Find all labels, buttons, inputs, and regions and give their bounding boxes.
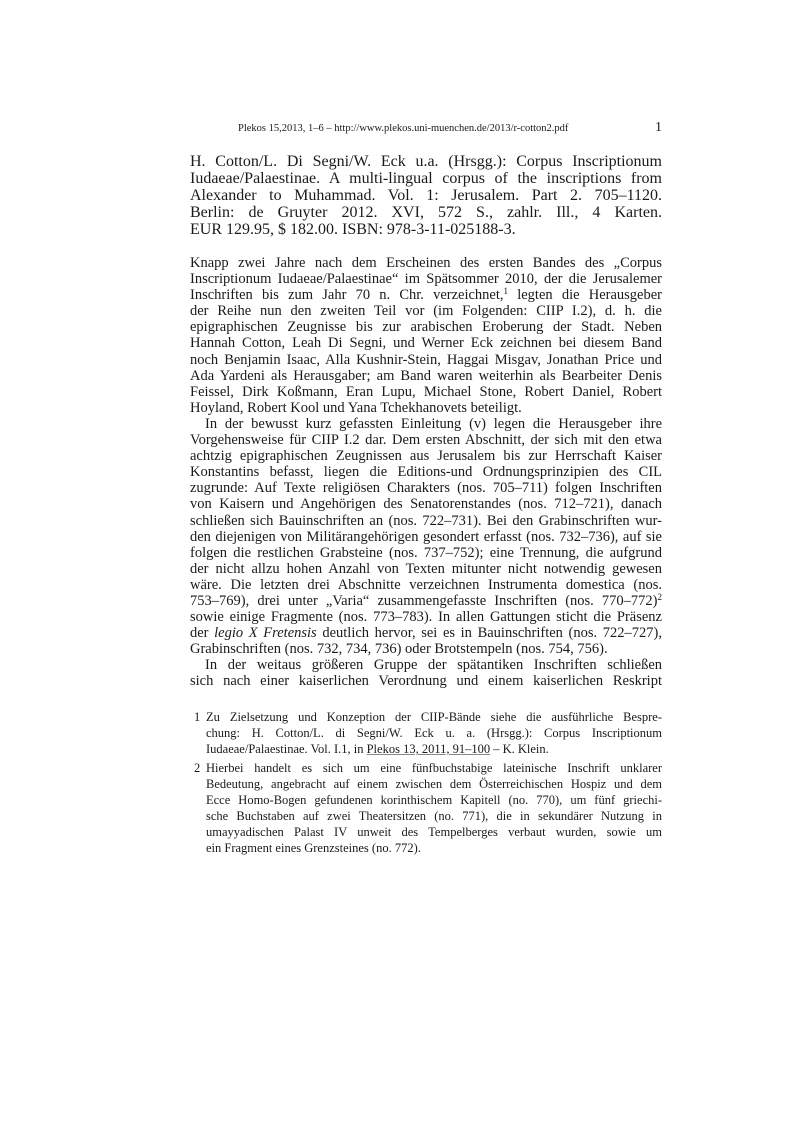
title-line: H. Cotton/L. Di Segni/W. Eck u.a. (Hrsgg.): Corpus Inscriptionum	[190, 153, 662, 170]
text-line	[190, 416, 662, 432]
text-line	[206, 776, 662, 792]
paragraph	[190, 416, 662, 657]
text-run: Ecce Homo-Bogen gefundenen korinthischem Kapitell (no. 770), um fünf griechi-	[206, 793, 662, 807]
text-run: chung: H. Cotton/L. di Segni/W. Eck u. a. (Hrsgg.): Corpus Inscriptionum	[206, 726, 662, 740]
review-body	[190, 255, 662, 690]
text-line	[190, 432, 662, 448]
text-line	[190, 368, 662, 384]
text-line	[206, 840, 662, 856]
footnote-number: 2	[194, 761, 201, 775]
text-line	[190, 448, 662, 464]
text-run: umayyadischen Palast IV unweit des Tempelberges verbaut wurden, sowie um	[206, 825, 662, 839]
text-run: noch Benjamin Isaac, Alla Kushnir-Stein, Haggai Misgav, Jonathan Price und	[190, 351, 662, 368]
paragraph	[190, 255, 662, 416]
text-run: Ada Yardeni als Herausgaber; am Band waren weiterhin als Bearbeiter Denis	[190, 367, 662, 384]
text-line	[190, 496, 662, 512]
text-run: der Reihe nun den zweiten Teil vor (im Folgenden: CIIP I.2), d. h. die	[190, 303, 662, 320]
text-line	[206, 808, 662, 824]
text-run: Grabinschriften (nos. 732, 734, 736) oder Brotstempeln (nos. 754, 756).	[190, 641, 608, 658]
text-line	[190, 529, 662, 545]
page-header	[190, 120, 662, 136]
title-line: Alexander to Muhammad. Vol. 1: Jerusalem. Part 2. 705–1120.	[190, 187, 662, 204]
italic-text: legio X Fretensis	[214, 625, 317, 642]
text-line	[190, 271, 662, 287]
text-line	[190, 255, 662, 271]
text-line	[190, 480, 662, 496]
text-run: In der weitaus größeren Gruppe der spätantiken Inschriften schließen	[205, 657, 662, 674]
text-line	[190, 609, 662, 625]
reference-link[interactable]: Plekos 13, 2011, 91–100	[366, 742, 491, 756]
text-line	[190, 303, 662, 319]
text-line	[190, 335, 662, 351]
text-line	[190, 319, 662, 335]
text-run: sowie einige Fragmente (nos. 773–783). In allen Gattungen sticht die Präsenz	[190, 609, 662, 626]
text-run: Zu Zielsetzung und Konzeption der CIIP-Bände siehe die ausführliche Bespre-	[206, 710, 662, 724]
title-line: Berlin: de Gruyter 2012. XVI, 572 S., zahlr. Ill., 4 Karten.	[190, 204, 662, 221]
text-line	[190, 657, 662, 673]
footnotes	[190, 709, 662, 859]
text-line	[190, 287, 662, 303]
running-head: Plekos 15,2013, 1–6 – http://www.plekos.uni-muenchen.de/2013/r-cotton2.pdf	[238, 123, 569, 134]
text-run: sche Buchstaben auf zwei Theatersitzen (no. 771), die in sekundärer Nutzung in	[206, 809, 662, 823]
text-run: der nicht allzu hohen Anzahl von Texten mitunter nicht notwendig gewesen	[190, 560, 662, 577]
text-line	[206, 725, 662, 741]
text-line	[190, 464, 662, 480]
text-run: – K. Klein.	[490, 742, 549, 756]
text-run: Hoyland, Robert Kool und Yana Tchekhanovets beteiligt.	[190, 399, 522, 416]
title-line: Iudaeae/Palaestinae. A multi-lingual corpus of the inscriptions from	[190, 170, 662, 187]
text-run: legten die Herausgeber	[508, 287, 662, 304]
text-run: Hierbei handelt es sich um eine fünfbuchstabige lateinische Inschrift unklarer	[206, 761, 662, 775]
text-run: den diejenigen von Militärangehörigen gesondert erfasst (nos. 732–736), auf sie	[190, 528, 662, 545]
text-run: schließen sich Bauinschriften an (nos. 722–731). Bei den Grabinschriften wur-	[190, 512, 662, 529]
text-run: Bedeutung, angebracht auf einem zwischen dem Österreichischen Hospiz und dem	[206, 777, 662, 791]
text-run: 753–769), drei unter „Varia“ zusammengefasste Inschriften (nos. 770–772)	[190, 592, 658, 609]
title-line: EUR 129.95, $ 182.00. ISBN: 978-3-11-025188-3.	[190, 221, 516, 238]
text-run: von Kaisern und Angehörigen des Senatorenstandes (nos. 712–721), danach	[190, 496, 662, 513]
text-line	[190, 625, 662, 641]
text-run: achtzig epigraphischen Zeugnissen aus Jerusalem bis zur Herrschaft Kaiser	[190, 448, 662, 465]
text-line	[190, 545, 662, 561]
text-run: zugrunde: Auf Texte religiösen Charakters (nos. 705–711) folgen Inschriften	[190, 480, 662, 497]
footnote-marker[interactable]: 2	[657, 592, 662, 603]
footnote-marker[interactable]: 1	[503, 286, 509, 297]
text-run: Inscriptionum Iudaeae/Palaestinae“ im Spätsommer 2010, der die Jerusalemer	[190, 271, 662, 288]
text-line	[190, 384, 662, 400]
text-line	[206, 824, 662, 840]
text-run: Knapp zwei Jahre nach dem Erscheinen des ersten Bandes des „Corpus	[190, 255, 662, 271]
text-run: Iudaeae/Palaestinae. Vol. I.1, in	[206, 742, 367, 756]
text-run: der	[190, 625, 215, 642]
text-run: Hannah Cotton, Leah Di Segni, und Werner Eck zeichnen bei diesem Band	[190, 335, 662, 352]
text-line	[190, 577, 662, 593]
text-line	[190, 561, 662, 577]
footnote-number: 1	[194, 710, 201, 724]
text-line	[190, 593, 662, 609]
text-line	[206, 741, 662, 757]
paragraph	[190, 657, 662, 689]
text-line	[206, 792, 662, 808]
text-run: sich nach einer kaiserlichen Verordnung und einem kaiserlichen Reskript	[190, 673, 662, 690]
text-line	[190, 673, 662, 689]
text-run: Konstantins befasst, liegen die Editions-und Ordnungsprinzipien des CIL	[190, 464, 662, 481]
text-line	[206, 709, 662, 725]
text-run: folgen die restlichen Grabsteine (nos. 737–752); eine Trennung, die aufgrund	[190, 544, 662, 561]
text-run: In der bewusst kurz gefassten Einleitung (v) legen die Herausgeber ihre	[205, 415, 662, 432]
text-run: Feissel, Dirk Koßmann, Eran Lupu, Michael Stone, Robert Daniel, Robert	[190, 383, 662, 400]
text-line	[190, 513, 662, 529]
footnote	[190, 709, 662, 757]
footnote	[190, 760, 662, 856]
text-run: epigraphischen Zeugnisse bis zur arabischen Eroberung der Stadt. Neben	[190, 319, 662, 336]
review-title	[190, 153, 662, 238]
text-run: Vorgehensweise für CIIP I.2 dar. Dem ersten Abschnitt, der sich mit den etwa	[190, 432, 662, 449]
page-number: 1	[655, 120, 662, 135]
text-run: deutlich hervor, sei es in Bauinschriften (nos. 722–727),	[316, 625, 662, 642]
text-run: ein Fragment eines Grenzsteines (no. 772).	[206, 841, 421, 855]
text-line	[190, 400, 662, 416]
text-run: wäre. Die letzten drei Abschnitte verzeichnen Instrumenta domestica (nos.	[190, 576, 662, 593]
text-line	[206, 760, 662, 776]
text-line	[190, 641, 662, 657]
text-run: Inschriften bis zum Jahr 70 n. Chr. verzeichnet,	[190, 287, 504, 304]
text-line	[190, 352, 662, 368]
